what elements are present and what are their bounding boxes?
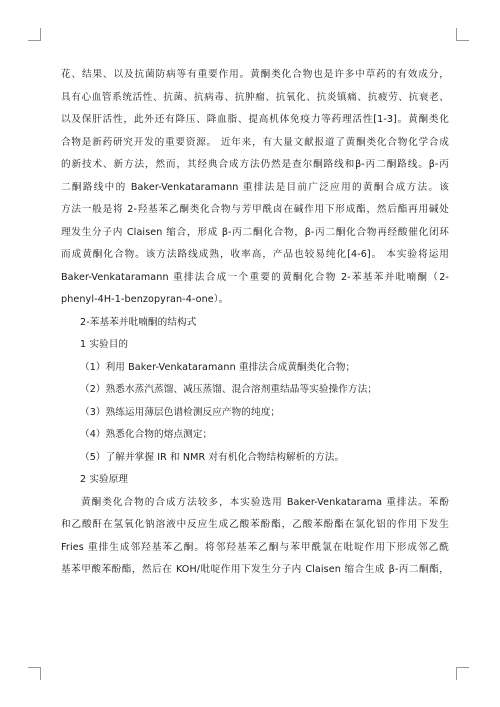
paragraph-line: 和乙酸酐在氢氧化钠溶液中反应生成乙酸苯酚酯，乙酸苯酚酯在氯化铝的作用下发生 <box>61 519 449 530</box>
paragraph-line: 方法一般是将 2-羟基苯乙酮类化合物与芳甲酰卤在碱作用下形成酯，然后酯再用碱处 <box>61 204 449 215</box>
objective-item: （4）熟悉化合物的熔点测定； <box>80 429 213 440</box>
crop-mark-bottom-left <box>28 667 41 680</box>
paragraph-line: Fries 重排生成邻羟基苯乙酮。将邻羟基苯乙酮与苯甲酰氯在吡啶作用下形成邻乙酰 <box>61 541 449 553</box>
section-heading-principle: 2 实验原理 <box>80 474 129 485</box>
paragraph-line: 合物是新药研究开发的重要资源。 近年来，有大量文献报道了黄酮类化合物化学合成 <box>61 136 449 148</box>
objective-item: （3）熟练运用薄层色谱检测反应产物的纯度； <box>80 406 281 418</box>
paragraph-line: 具有心血管系统活性、抗菌、抗病毒、抗肿瘤、抗氧化、抗炎镇痛、抗疲劳、抗衰老、 <box>61 91 449 103</box>
crop-mark-top-right <box>456 28 469 41</box>
paragraph-line: 基苯甲酸苯酚酯，然后在 KOH/吡啶作用下发生分子内 Claisen 缩合生成 β-丙二酮酯， <box>61 564 449 575</box>
paragraph-line: Baker-Venkataramann 重排法合成一个重要的黄酮化合物 2-苯基苯并吡喃酮（2- <box>61 271 449 283</box>
crop-mark-top-left <box>28 28 41 41</box>
objective-item: （2）熟悉水蒸汽蒸馏、减压蒸馏、混合溶剂重结晶等实验操作方法； <box>80 384 378 395</box>
section-heading-objectives: 1 实验目的 <box>80 339 129 350</box>
objective-item: （5）了解并掌握 IR 和 NMR 对有机化合物结构解析的方法。 <box>80 451 345 463</box>
objective-item: （1）利用 Baker-Venkataramann 重排法合成黄酮类化合物； <box>80 361 356 373</box>
paragraph-line: 理发生分子内 Claisen 缩合，形成 β-丙二酮化合物，β-丙二酮化合物再经酸催化闭环 <box>61 226 449 238</box>
paragraph-line: phenyl-4H-1-benzopyran-4-one）。 <box>61 294 229 305</box>
body-text <box>61 64 449 582</box>
crop-mark-bottom-right <box>456 667 469 680</box>
paragraph-line: 花、结果、以及抗菌防病等有重要作用。黄酮类化合物也是许多中草药的有效成分， <box>61 69 449 80</box>
paragraph-line: 黄酮类化合物的合成方法较多，本实验选用 Baker-Venkatarama 重排法。苯酚 <box>81 496 449 508</box>
paragraph-line: 而成黄酮化合物。该方法路线成熟，收率高，产品也较易纯化[4-6]。 本实验将运用 <box>61 249 449 260</box>
paragraph-line: 以及保肝活性，此外还有降压、降血脂、提高机体免疫力等药理活性[1-3]。黄酮类化 <box>61 114 449 125</box>
paragraph-line: 的新技术、新方法，然而，其经典合成方法仍然是查尔酮路线和β-丙二酮路线。β-丙 <box>61 159 449 170</box>
structure-caption: 2-苯基苯并吡喃酮的结构式 <box>80 316 197 328</box>
paragraph-line: 二酮路线中的 Baker-Venkataramann 重排法是目前广泛应用的黄酮合成方法。该 <box>61 181 449 193</box>
